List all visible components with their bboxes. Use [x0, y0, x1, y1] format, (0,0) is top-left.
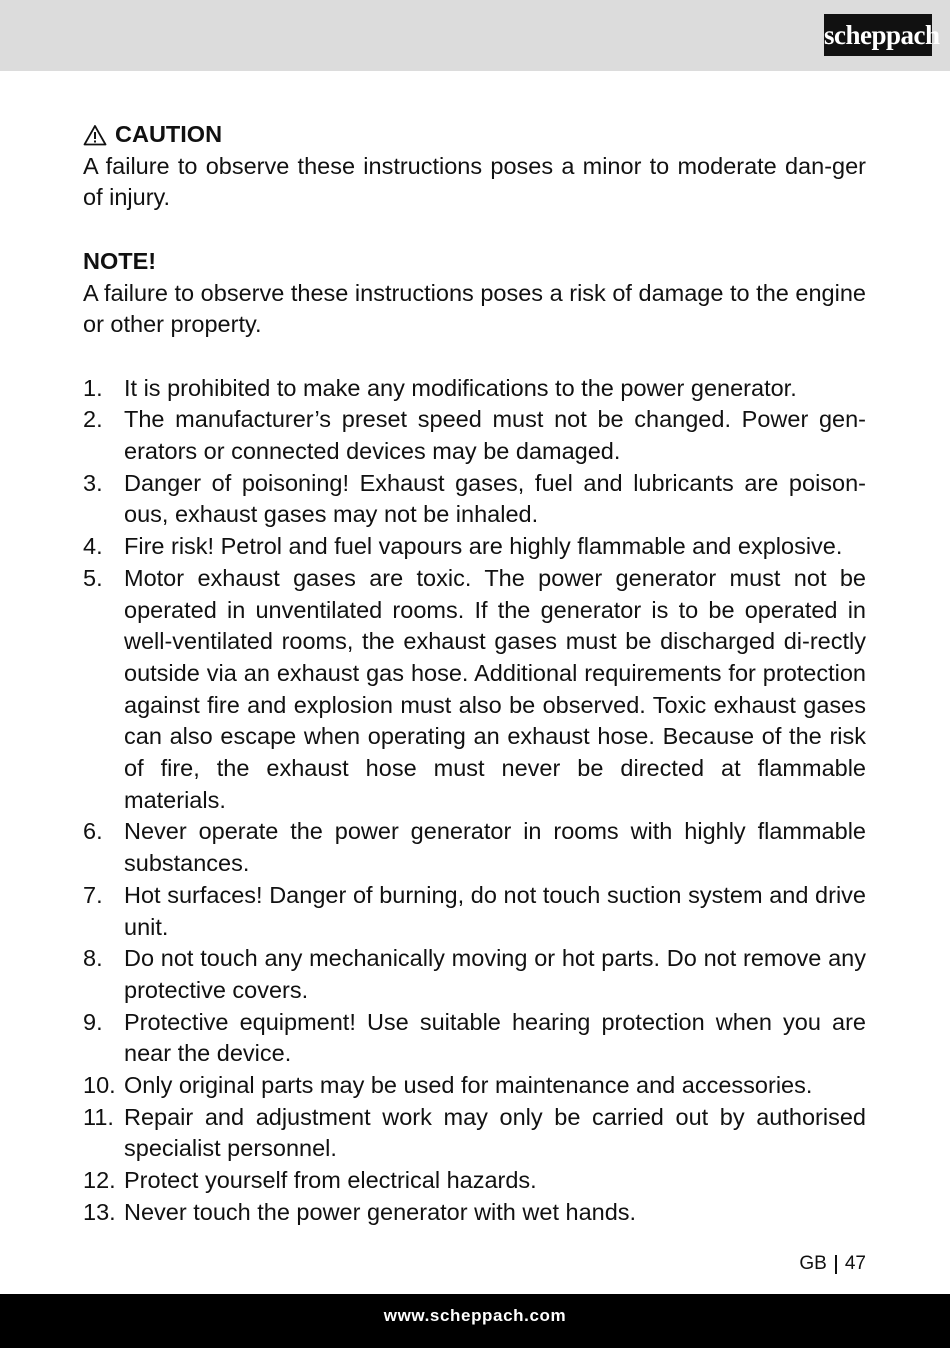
list-item-text: Danger of poisoning! Exhaust gases, fuel and lubricants are poison-ous, exhaust gases may not be inhaled. — [124, 469, 866, 528]
list-item-number: 11. — [83, 1103, 114, 1130]
list-item-text: Protective equipment! Use suitable hearing protection when you are near the device. — [124, 1008, 866, 1067]
page-content — [83, 119, 866, 1229]
list-item-number: 7. — [83, 881, 103, 908]
list-item-number: 8. — [83, 945, 103, 972]
list-item-text: The manufacturer’s preset speed must not be changed. Power gen-erators or connected devices may be damaged. — [124, 406, 866, 464]
list-item-text: Never touch the power generator with wet hands. — [124, 1198, 637, 1225]
list-item — [83, 1070, 866, 1102]
list-item — [83, 880, 866, 943]
brand-logo: scheppach — [824, 14, 932, 56]
page-separator — [835, 1255, 837, 1274]
list-item — [83, 1007, 866, 1070]
list-item-number: 4. — [83, 533, 103, 560]
list-item-number: 5. — [83, 564, 103, 591]
list-item-number: 2. — [83, 406, 103, 433]
footer-website: www.scheppach.com — [383, 1306, 567, 1325]
list-item-text: Never operate the power generator in rooms with highly flammable substances. — [124, 818, 866, 877]
list-item-number: 1. — [83, 374, 103, 401]
list-item — [83, 1197, 866, 1229]
list-item-text: Only original parts may be used for maintenance and accessories. — [124, 1072, 813, 1099]
list-item — [83, 943, 866, 1006]
list-item-text: It is prohibited to make any modifications to the power generator. — [124, 374, 797, 401]
list-item-text: Fire risk! Petrol and fuel vapours are highly flammable and explosive. — [124, 533, 843, 560]
list-item — [83, 1165, 866, 1197]
list-item-text: Hot surfaces! Danger of burning, do not touch suction system and drive unit. — [124, 881, 866, 940]
warning-triangle-icon — [83, 124, 107, 146]
list-item — [83, 816, 866, 879]
caution-heading — [83, 119, 866, 151]
header-band — [0, 0, 950, 71]
caution-title: CAUTION — [115, 121, 223, 147]
list-item-number: 12. — [83, 1167, 116, 1194]
language-code: GB — [799, 1253, 827, 1274]
list-item — [83, 373, 866, 405]
list-item-text: Motor exhaust gases are toxic. The power generator must not be operated in unventilated rooms. If the generator is to be operated in well-ventilated rooms, the exhaust gases must be discharged di-rectly outside via an exhaust gas hose. Additional requirements for protection against fire and explosion must also be observed. Toxic exhaust gases can also escape when operating an exhaust hose. Because of the risk of fire, the exhaust hose must never be directed at flammable materials. — [124, 564, 866, 813]
note-title: NOTE! — [83, 247, 157, 274]
list-item — [83, 404, 866, 467]
list-item-number: 6. — [83, 818, 103, 845]
caution-text: A failure to observe these instructions poses a minor to moderate dan-ger of injury. — [83, 152, 866, 211]
list-item-text: Protect yourself from electrical hazards. — [124, 1167, 537, 1194]
list-item — [83, 563, 866, 817]
note-text: A failure to observe these instructions poses a risk of damage to the engine or other property. — [83, 279, 866, 338]
list-item — [83, 1102, 866, 1165]
list-item-number: 13. — [83, 1198, 116, 1225]
list-item-number: 9. — [83, 1008, 103, 1035]
list-item-text: Repair and adjustment work may only be carried out by authorised specialist personnel. — [124, 1103, 866, 1162]
page-indicator — [799, 1252, 866, 1276]
list-item — [83, 468, 866, 531]
page-number: 47 — [844, 1253, 866, 1274]
safety-instruction-list — [83, 373, 866, 1229]
list-item-text: Do not touch any mechanically moving or hot parts. Do not remove any protective covers. — [124, 945, 866, 1003]
list-item-number: 3. — [83, 469, 103, 496]
list-item — [83, 531, 866, 563]
list-item-number: 10. — [83, 1072, 116, 1099]
